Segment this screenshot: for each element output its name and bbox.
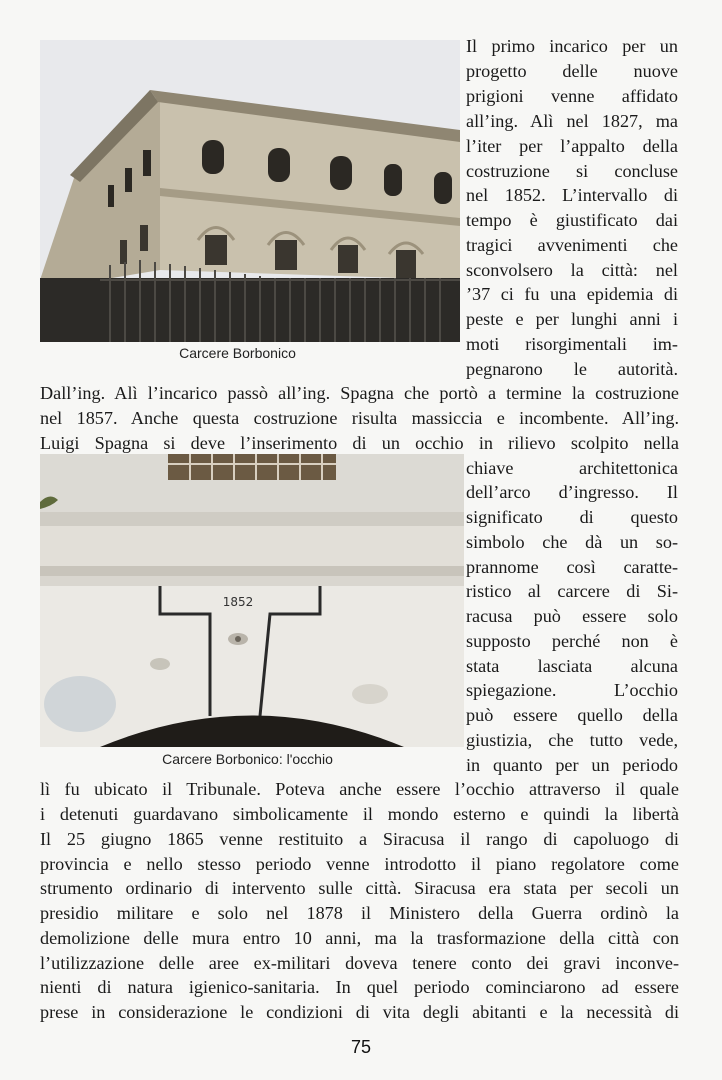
text-line: nel 1857. Anche questa costruzione risulta massiccia e incombente. All’ing. <box>40 408 679 428</box>
text-line: presidio militare e solo nel 1878 il Ministero della Guerra ordinò la <box>40 903 679 923</box>
text-line: prannome così caratte- <box>466 557 678 577</box>
text-line: nel 1852. L’intervallo di <box>466 185 678 205</box>
text-line: tempo è giustificato dai <box>466 210 678 230</box>
text-line: dell’arco d’ingresso. Il <box>466 482 678 502</box>
text-line: Dall’ing. Alì l’incarico passò all’ing. Spagna che portò a termine la costruzione <box>40 383 679 403</box>
text-line: simbolo che dà un so- <box>466 532 678 552</box>
text-line: chiave architettonica <box>466 458 678 478</box>
text-line: costruzione si concluse <box>466 161 678 181</box>
text-line: moti risorgimentali im- <box>466 334 678 354</box>
text-line: ’37 ci fu una epidemia di <box>466 284 678 304</box>
text-line: Il 25 giugno 1865 venne restituito a Siracusa il rango di capoluogo di <box>40 829 679 849</box>
text-line: stata lasciata alcuna <box>466 656 678 676</box>
text-line: progetto delle nuove <box>466 61 678 81</box>
text-line: all’ing. Alì nel 1827, ma <box>466 111 678 131</box>
text-line: significato di questo <box>466 507 678 527</box>
text-line: lì fu ubicato il Tribunale. Poteva anche essere l’occhio attraverso il quale <box>40 779 679 799</box>
text-line: tragici avvenimenti che <box>466 235 678 255</box>
text-line: può essere quello della <box>466 705 678 725</box>
text-line: spiegazione. L’occhio <box>466 680 678 700</box>
text-line: provincia e nello stesso periodo venne introdotto il piano regolatore come <box>40 854 679 874</box>
keystone-inscription: 1852 <box>222 595 254 609</box>
figure-caption-building: Carcere Borbonico <box>179 345 296 361</box>
text-line: l’iter per l’appalto della <box>466 136 678 156</box>
text-line: prigioni venne affidato <box>466 86 678 106</box>
figure-caption-eye: Carcere Borbonico: l'occhio <box>162 751 333 767</box>
text-line: peste e per lunghi anni i <box>466 309 678 329</box>
text-line: pegnarono le autorità. <box>466 359 678 379</box>
text-line: giustizia, che tutto vede, <box>466 730 678 750</box>
text-line: sconvolsero la città: nel <box>466 260 678 280</box>
text-line: i detenuti guardavano simbolicamente il mondo esterno e quindi la libertà <box>40 804 679 824</box>
text-line: supposto perché non è <box>466 631 678 651</box>
prison-eye-keystone-photo <box>40 454 464 747</box>
text-line: racusa può essere solo <box>466 606 678 626</box>
text-line: in quanto per un periodo <box>466 755 678 775</box>
text-line: prese in considerazione le condizioni di vita degli abitanti e la necessità di <box>40 1002 679 1022</box>
text-line: ristico al carcere di Si- <box>466 581 678 601</box>
text-line: demolizione delle mura entro 10 anni, ma la trasformazione della città con <box>40 928 679 948</box>
text-line: nienti di natura igienico-sanitaria. In quel periodo cominciarono ad essere <box>40 977 679 997</box>
page-number: 75 <box>350 1037 372 1057</box>
text-line: Il primo incarico per un <box>466 36 678 56</box>
text-line: l’utilizzazione delle aree ex-militari doveva tenere conto dei gravi inconve- <box>40 953 679 973</box>
text-line: Luigi Spagna si deve l’inserimento di un occhio in rilievo scolpito nella <box>40 433 679 453</box>
prison-building-photo <box>40 40 460 342</box>
text-line: strumento ordinario di intervento sulle città. Siracusa era stata per secoli un <box>40 878 679 898</box>
